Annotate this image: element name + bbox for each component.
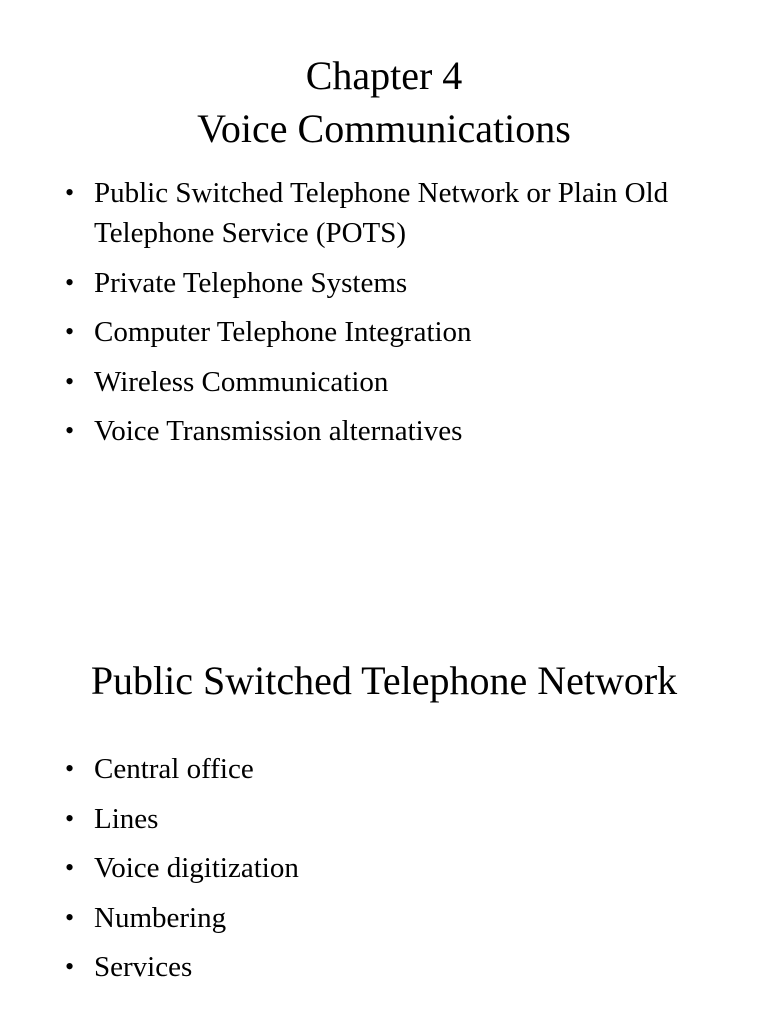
slide-2-title-line-1: Public Switched Telephone Network bbox=[90, 658, 678, 703]
bullet-item bbox=[0, 848, 768, 888]
bullet-dot-icon: • bbox=[65, 178, 75, 207]
bullet-item bbox=[0, 799, 768, 839]
slide-1-bullet-list bbox=[0, 173, 768, 461]
bullet-dot-icon: • bbox=[65, 366, 75, 396]
slide-2-bullet-list bbox=[0, 749, 768, 997]
bullet-item bbox=[0, 411, 768, 451]
bullet-dot-icon: • bbox=[65, 416, 75, 445]
bullet-text: Computer Telephone Integration bbox=[94, 316, 472, 348]
slide-2-title bbox=[0, 654, 768, 707]
bullet-text: Numbering bbox=[94, 901, 227, 934]
slide-1-title-line-2: Voice Communications bbox=[197, 106, 571, 151]
bullet-text: Voice Transmission alternatives bbox=[94, 415, 463, 447]
bullet-text: Voice digitization bbox=[94, 852, 299, 884]
bullet-item bbox=[0, 947, 768, 987]
bullet-dot-icon: • bbox=[65, 952, 75, 981]
bullet-text: Private Telephone Systems bbox=[94, 266, 408, 299]
bullet-dot-icon: • bbox=[65, 902, 75, 932]
bullet-item bbox=[0, 173, 768, 253]
slide-1-title-line-1: Chapter 4 bbox=[305, 53, 463, 98]
bullet-text: Central office bbox=[94, 753, 254, 785]
slide-2 bbox=[0, 512, 768, 1024]
bullet-text: Lines bbox=[94, 802, 159, 835]
bullet-item bbox=[0, 749, 768, 789]
slide-1-title bbox=[0, 49, 768, 155]
bullet-dot-icon: • bbox=[65, 754, 75, 783]
bullet-dot-icon: • bbox=[65, 853, 75, 882]
bullet-item bbox=[0, 263, 768, 303]
bullet-text: Wireless Communication bbox=[94, 365, 389, 398]
bullet-dot-icon: • bbox=[65, 267, 75, 297]
bullet-dot-icon: • bbox=[65, 803, 75, 833]
bullet-text: Public Switched Telephone Network or Plain Old Telephone Service (POTS) bbox=[94, 177, 669, 249]
bullet-item bbox=[0, 312, 768, 352]
bullet-item bbox=[0, 362, 768, 402]
bullet-dot-icon: • bbox=[65, 317, 75, 346]
bullet-item bbox=[0, 898, 768, 938]
bullet-text: Services bbox=[94, 951, 193, 983]
